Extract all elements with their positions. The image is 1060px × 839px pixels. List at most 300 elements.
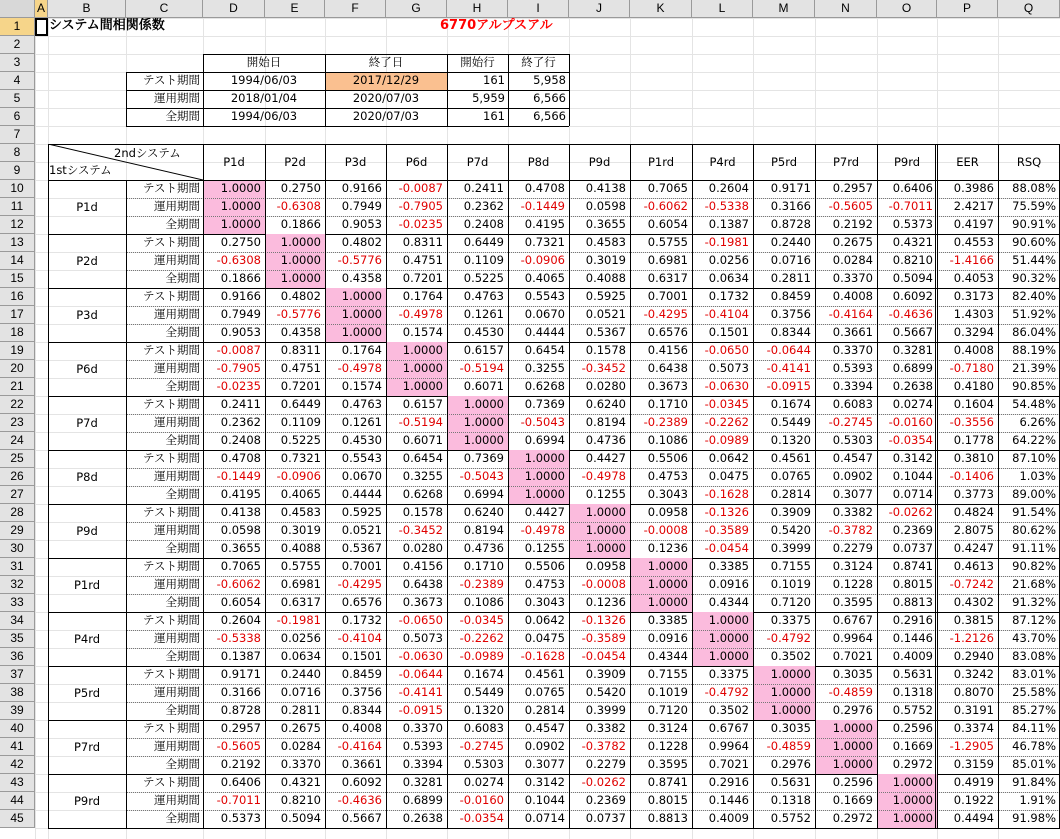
correlation-cell[interactable]: 0.0634 xyxy=(708,271,749,285)
correlation-cell[interactable]: 0.5631 xyxy=(892,667,933,681)
row-header-27[interactable]: 27 xyxy=(0,486,35,504)
correlation-cell[interactable]: 0.4530 xyxy=(463,325,504,339)
correlation-cell[interactable]: 0.2957 xyxy=(220,721,261,735)
correlation-cell[interactable]: 1.0000 xyxy=(815,720,877,738)
correlation-cell[interactable]: 0.6454 xyxy=(524,343,565,357)
column-header-K[interactable]: K xyxy=(630,0,692,18)
correlation-cell[interactable]: 0.2814 xyxy=(524,703,565,717)
correlation-cell[interactable]: -0.4141 xyxy=(398,685,443,699)
row-header-25[interactable]: 25 xyxy=(0,450,35,468)
correlation-cell[interactable]: 0.6767 xyxy=(708,721,749,735)
correlation-cell[interactable]: 0.5925 xyxy=(585,289,626,303)
correlation-cell[interactable]: 0.3043 xyxy=(647,487,688,501)
row-header-40[interactable]: 40 xyxy=(0,720,35,738)
correlation-cell[interactable]: 0.3382 xyxy=(585,721,626,735)
row-header-20[interactable]: 20 xyxy=(0,360,35,378)
correlation-cell[interactable]: 0.0958 xyxy=(647,505,688,519)
column-header-M[interactable]: M xyxy=(753,0,815,18)
correlation-cell[interactable]: 0.3124 xyxy=(647,721,688,735)
column-header-P[interactable]: P xyxy=(937,0,998,18)
correlation-cell[interactable]: 0.0958 xyxy=(585,559,626,573)
correlation-cell[interactable]: 0.3655 xyxy=(585,217,626,231)
correlation-cell[interactable]: 0.5667 xyxy=(341,811,382,825)
correlation-cell[interactable]: 0.7120 xyxy=(770,595,811,609)
correlation-cell[interactable]: 0.2972 xyxy=(892,757,933,771)
eer-cell[interactable]: -1.2126 xyxy=(949,631,994,645)
correlation-cell[interactable]: -0.4104 xyxy=(337,631,382,645)
correlation-cell[interactable]: -0.5043 xyxy=(459,469,504,483)
rsq-cell[interactable]: 46.78% xyxy=(1012,739,1056,753)
correlation-cell[interactable]: 0.1764 xyxy=(402,289,443,303)
correlation-cell[interactable]: 0.7321 xyxy=(524,235,565,249)
correlation-cell[interactable]: 0.1710 xyxy=(647,397,688,411)
correlation-cell[interactable]: 0.3255 xyxy=(524,361,565,375)
row-header-43[interactable]: 43 xyxy=(0,774,35,792)
correlation-cell[interactable]: 0.0274 xyxy=(463,775,504,789)
row-header-1[interactable]: 1 xyxy=(0,18,35,36)
correlation-cell[interactable]: 0.2440 xyxy=(770,235,811,249)
correlation-cell[interactable]: 1.0000 xyxy=(265,252,325,270)
correlation-cell[interactable]: -0.5776 xyxy=(337,253,382,267)
correlation-cell[interactable]: 0.1446 xyxy=(892,631,933,645)
correlation-cell[interactable]: -0.3782 xyxy=(581,739,626,753)
correlation-cell[interactable]: 0.0716 xyxy=(770,253,811,267)
correlation-cell[interactable]: 0.4708 xyxy=(220,451,261,465)
correlation-cell[interactable]: 0.5225 xyxy=(280,433,321,447)
correlation-cell[interactable]: 0.1446 xyxy=(708,793,749,807)
correlation-cell[interactable]: 1.0000 xyxy=(815,756,877,774)
correlation-cell[interactable]: 0.1387 xyxy=(708,217,749,231)
correlation-cell[interactable]: 0.6317 xyxy=(647,271,688,285)
correlation-cell[interactable]: 1.0000 xyxy=(508,450,569,468)
active-cell-A1[interactable] xyxy=(35,18,48,36)
correlation-cell[interactable]: 0.2675 xyxy=(280,721,321,735)
row-header-28[interactable]: 28 xyxy=(0,504,35,522)
correlation-cell[interactable]: 0.8194 xyxy=(463,523,504,537)
correlation-cell[interactable]: 0.8210 xyxy=(280,793,321,807)
correlation-cell[interactable]: -0.4164 xyxy=(337,739,382,753)
row-header-9[interactable]: 9 xyxy=(0,162,35,180)
correlation-cell[interactable]: 0.8311 xyxy=(280,343,321,357)
rsq-cell[interactable]: 88.08% xyxy=(1012,181,1056,195)
rsq-cell[interactable]: 25.58% xyxy=(1012,685,1056,699)
correlation-cell[interactable]: -0.5776 xyxy=(276,307,321,321)
correlation-cell[interactable]: 0.1866 xyxy=(220,271,261,285)
correlation-cell[interactable]: -0.0454 xyxy=(704,541,749,555)
correlation-cell[interactable]: 0.0902 xyxy=(524,739,565,753)
correlation-cell[interactable]: -0.0160 xyxy=(888,415,933,429)
correlation-cell[interactable]: 0.0280 xyxy=(402,541,443,555)
correlation-cell[interactable]: 0.0716 xyxy=(280,685,321,699)
row-header-41[interactable]: 41 xyxy=(0,738,35,756)
correlation-cell[interactable]: 0.4321 xyxy=(892,235,933,249)
correlation-cell[interactable]: 0.5367 xyxy=(585,325,626,339)
period-start[interactable]: 1994/06/03 xyxy=(230,109,298,123)
correlation-cell[interactable]: 0.0916 xyxy=(708,577,749,591)
row-header-21[interactable]: 21 xyxy=(0,378,35,396)
correlation-cell[interactable]: -0.1981 xyxy=(276,613,321,627)
rsq-cell[interactable]: 83.01% xyxy=(1012,667,1056,681)
rsq-cell[interactable]: 91.11% xyxy=(1012,541,1056,555)
correlation-cell[interactable]: 0.2814 xyxy=(770,487,811,501)
correlation-cell[interactable]: -0.0354 xyxy=(459,811,504,825)
eer-cell[interactable]: 0.1604 xyxy=(953,397,994,411)
correlation-cell[interactable]: 0.1764 xyxy=(341,343,382,357)
row-header-15[interactable]: 15 xyxy=(0,270,35,288)
correlation-cell[interactable]: 0.7021 xyxy=(708,757,749,771)
correlation-cell[interactable]: 1.0000 xyxy=(386,360,447,378)
correlation-cell[interactable]: 0.6576 xyxy=(647,325,688,339)
correlation-cell[interactable]: -0.3589 xyxy=(581,631,626,645)
correlation-cell[interactable]: 0.6317 xyxy=(280,595,321,609)
period-end-row[interactable]: 5,958 xyxy=(533,73,566,87)
period-end[interactable]: 2017/12/29 xyxy=(325,72,447,90)
eer-cell[interactable]: 1.4303 xyxy=(953,307,994,321)
row-header-14[interactable]: 14 xyxy=(0,252,35,270)
column-header-I[interactable]: I xyxy=(508,0,569,18)
correlation-cell[interactable]: -0.0906 xyxy=(276,469,321,483)
row-header-31[interactable]: 31 xyxy=(0,558,35,576)
correlation-cell[interactable]: 0.3035 xyxy=(770,721,811,735)
correlation-cell[interactable]: -0.0915 xyxy=(766,379,811,393)
eer-cell[interactable]: 0.4613 xyxy=(953,559,994,573)
correlation-cell[interactable]: -0.0630 xyxy=(704,379,749,393)
rsq-cell[interactable]: 90.32% xyxy=(1012,271,1056,285)
correlation-cell[interactable]: 0.9171 xyxy=(770,181,811,195)
correlation-cell[interactable]: 0.9964 xyxy=(708,739,749,753)
correlation-cell[interactable]: 0.6092 xyxy=(341,775,382,789)
correlation-cell[interactable]: 0.1732 xyxy=(341,613,382,627)
correlation-cell[interactable]: -0.4141 xyxy=(766,361,811,375)
correlation-cell[interactable]: 0.3166 xyxy=(770,199,811,213)
period-end[interactable]: 2020/07/03 xyxy=(352,91,420,105)
correlation-cell[interactable]: 0.0256 xyxy=(708,253,749,267)
correlation-cell[interactable]: 0.8311 xyxy=(402,235,443,249)
correlation-cell[interactable]: 0.6406 xyxy=(220,775,261,789)
correlation-cell[interactable]: 0.1674 xyxy=(463,667,504,681)
correlation-cell[interactable]: -0.0454 xyxy=(581,649,626,663)
correlation-cell[interactable]: 0.3661 xyxy=(341,757,382,771)
correlation-cell[interactable]: 0.3043 xyxy=(524,595,565,609)
correlation-cell[interactable]: -0.0915 xyxy=(398,703,443,717)
rsq-cell[interactable]: 85.27% xyxy=(1012,703,1056,717)
correlation-cell[interactable]: -0.2745 xyxy=(459,739,504,753)
eer-cell[interactable]: 0.8070 xyxy=(953,685,994,699)
correlation-cell[interactable]: 0.8459 xyxy=(770,289,811,303)
correlation-cell[interactable]: -0.4978 xyxy=(337,361,382,375)
correlation-cell[interactable]: -0.1326 xyxy=(581,613,626,627)
correlation-cell[interactable]: 0.5073 xyxy=(402,631,443,645)
correlation-cell[interactable]: -0.0345 xyxy=(704,397,749,411)
row-header-4[interactable]: 4 xyxy=(0,72,35,90)
correlation-cell[interactable]: 0.2279 xyxy=(832,541,873,555)
correlation-cell[interactable]: 1.0000 xyxy=(877,810,937,828)
correlation-cell[interactable]: 0.7065 xyxy=(647,181,688,195)
rsq-cell[interactable]: 88.19% xyxy=(1012,343,1056,357)
correlation-cell[interactable]: -0.4978 xyxy=(520,523,565,537)
rsq-cell[interactable]: 51.92% xyxy=(1012,307,1056,321)
correlation-cell[interactable]: 0.0521 xyxy=(585,307,626,321)
eer-cell[interactable]: 0.3191 xyxy=(953,703,994,717)
column-header-J[interactable]: J xyxy=(569,0,630,18)
correlation-cell[interactable]: 0.1674 xyxy=(770,397,811,411)
rsq-cell[interactable]: 1.91% xyxy=(1019,793,1056,807)
correlation-cell[interactable]: 0.5506 xyxy=(524,559,565,573)
correlation-cell[interactable]: 0.5667 xyxy=(892,325,933,339)
row-header-26[interactable]: 26 xyxy=(0,468,35,486)
correlation-cell[interactable]: 0.8728 xyxy=(220,703,261,717)
correlation-cell[interactable]: 0.5367 xyxy=(341,541,382,555)
correlation-cell[interactable]: -0.2389 xyxy=(459,577,504,591)
correlation-cell[interactable]: 0.6054 xyxy=(647,217,688,231)
correlation-cell[interactable]: 0.2976 xyxy=(832,703,873,717)
correlation-cell[interactable]: 0.6054 xyxy=(220,595,261,609)
eer-cell[interactable]: 0.4053 xyxy=(953,271,994,285)
correlation-cell[interactable]: 0.0737 xyxy=(585,811,626,825)
eer-cell[interactable]: 0.2940 xyxy=(953,649,994,663)
eer-cell[interactable]: 0.4247 xyxy=(953,541,994,555)
correlation-cell[interactable]: 0.5543 xyxy=(341,451,382,465)
correlation-cell[interactable]: 0.2811 xyxy=(280,703,321,717)
correlation-cell[interactable]: 0.5393 xyxy=(832,361,873,375)
column-header-L[interactable]: L xyxy=(692,0,753,18)
correlation-cell[interactable]: 0.4427 xyxy=(524,505,565,519)
correlation-cell[interactable]: 0.0598 xyxy=(585,199,626,213)
correlation-cell[interactable]: 1.0000 xyxy=(569,522,630,540)
correlation-cell[interactable]: 0.4088 xyxy=(585,271,626,285)
rsq-cell[interactable]: 21.68% xyxy=(1012,577,1056,591)
correlation-cell[interactable]: 0.0284 xyxy=(280,739,321,753)
correlation-cell[interactable]: 0.4547 xyxy=(524,721,565,735)
correlation-cell[interactable]: 1.0000 xyxy=(753,666,815,684)
rsq-cell[interactable]: 43.70% xyxy=(1012,631,1056,645)
correlation-cell[interactable]: 0.2369 xyxy=(892,523,933,537)
correlation-cell[interactable]: 0.2916 xyxy=(892,613,933,627)
correlation-cell[interactable]: 0.3142 xyxy=(892,451,933,465)
correlation-cell[interactable]: 0.1228 xyxy=(647,739,688,753)
correlation-cell[interactable]: 0.6083 xyxy=(832,397,873,411)
correlation-cell[interactable]: -0.7905 xyxy=(216,361,261,375)
correlation-cell[interactable]: 0.2411 xyxy=(220,397,261,411)
correlation-cell[interactable]: 1.0000 xyxy=(630,558,692,576)
correlation-cell[interactable]: -0.0087 xyxy=(216,343,261,357)
correlation-cell[interactable]: 0.6981 xyxy=(280,577,321,591)
column-header-B[interactable]: B xyxy=(48,0,126,18)
correlation-cell[interactable]: 0.1109 xyxy=(280,415,321,429)
correlation-cell[interactable]: -0.0235 xyxy=(398,217,443,231)
correlation-cell[interactable]: 1.0000 xyxy=(630,576,692,594)
correlation-cell[interactable]: 0.1574 xyxy=(402,325,443,339)
correlation-cell[interactable]: -0.6308 xyxy=(216,253,261,267)
correlation-cell[interactable]: 0.3999 xyxy=(585,703,626,717)
correlation-cell[interactable]: 0.5225 xyxy=(463,271,504,285)
row-header-2[interactable]: 2 xyxy=(0,36,35,54)
correlation-cell[interactable]: 0.7155 xyxy=(647,667,688,681)
correlation-cell[interactable]: -0.3589 xyxy=(704,523,749,537)
eer-cell[interactable]: 0.3773 xyxy=(953,487,994,501)
correlation-cell[interactable]: 0.4427 xyxy=(585,451,626,465)
row-header-10[interactable]: 10 xyxy=(0,180,35,198)
correlation-cell[interactable]: -0.4859 xyxy=(766,739,811,753)
correlation-cell[interactable]: 0.9964 xyxy=(832,631,873,645)
period-end-row[interactable]: 6,566 xyxy=(533,109,566,123)
correlation-cell[interactable]: 0.3166 xyxy=(220,685,261,699)
correlation-cell[interactable]: -0.1628 xyxy=(520,649,565,663)
correlation-cell[interactable]: 1.0000 xyxy=(203,198,265,216)
correlation-cell[interactable]: 0.7201 xyxy=(280,379,321,393)
row-header-13[interactable]: 13 xyxy=(0,234,35,252)
correlation-cell[interactable]: 0.4753 xyxy=(524,577,565,591)
correlation-cell[interactable]: 0.3370 xyxy=(832,271,873,285)
correlation-cell[interactable]: 0.3385 xyxy=(708,559,749,573)
correlation-cell[interactable]: 0.6240 xyxy=(585,397,626,411)
correlation-cell[interactable]: 0.0670 xyxy=(524,307,565,321)
eer-cell[interactable]: -0.7180 xyxy=(949,361,994,375)
correlation-cell[interactable]: 0.6576 xyxy=(341,595,382,609)
correlation-cell[interactable]: 0.4065 xyxy=(524,271,565,285)
correlation-cell[interactable]: 0.7155 xyxy=(770,559,811,573)
correlation-cell[interactable]: 1.0000 xyxy=(692,630,753,648)
correlation-cell[interactable]: -0.0354 xyxy=(888,433,933,447)
rsq-cell[interactable]: 91.54% xyxy=(1012,505,1056,519)
correlation-cell[interactable]: -0.1326 xyxy=(704,505,749,519)
correlation-cell[interactable]: 0.3756 xyxy=(770,307,811,321)
correlation-cell[interactable]: 0.3281 xyxy=(892,343,933,357)
correlation-cell[interactable]: -0.0650 xyxy=(704,343,749,357)
correlation-cell[interactable]: 0.3255 xyxy=(402,469,443,483)
rsq-cell[interactable]: 91.98% xyxy=(1012,811,1056,825)
eer-cell[interactable]: 0.3242 xyxy=(953,667,994,681)
correlation-cell[interactable]: 0.6981 xyxy=(647,253,688,267)
correlation-cell[interactable]: 0.9053 xyxy=(341,217,382,231)
correlation-cell[interactable]: 0.2369 xyxy=(585,793,626,807)
correlation-cell[interactable]: 0.1228 xyxy=(832,577,873,591)
correlation-cell[interactable]: 0.4753 xyxy=(647,469,688,483)
correlation-cell[interactable]: -0.4295 xyxy=(643,307,688,321)
row-header-24[interactable]: 24 xyxy=(0,432,35,450)
correlation-cell[interactable]: -0.4636 xyxy=(888,307,933,321)
period-start-row[interactable]: 161 xyxy=(483,109,505,123)
period-end-row[interactable]: 6,566 xyxy=(533,91,566,105)
correlation-cell[interactable]: -0.5605 xyxy=(828,199,873,213)
rsq-cell[interactable]: 90.85% xyxy=(1012,379,1056,393)
correlation-cell[interactable]: 0.0642 xyxy=(524,613,565,627)
correlation-cell[interactable]: 1.0000 xyxy=(265,270,325,288)
correlation-cell[interactable]: 0.3142 xyxy=(524,775,565,789)
correlation-cell[interactable]: 1.0000 xyxy=(508,468,569,486)
correlation-cell[interactable]: -0.6062 xyxy=(643,199,688,213)
eer-cell[interactable]: 0.4919 xyxy=(953,775,994,789)
row-header-30[interactable]: 30 xyxy=(0,540,35,558)
correlation-cell[interactable]: 0.3661 xyxy=(832,325,873,339)
correlation-cell[interactable]: 0.1318 xyxy=(770,793,811,807)
correlation-cell[interactable]: 1.0000 xyxy=(815,738,877,756)
rsq-cell[interactable]: 75.59% xyxy=(1012,199,1056,213)
correlation-cell[interactable]: -0.3452 xyxy=(581,361,626,375)
correlation-cell[interactable]: 0.6454 xyxy=(402,451,443,465)
correlation-cell[interactable]: 0.8015 xyxy=(892,577,933,591)
correlation-cell[interactable]: 0.3019 xyxy=(585,253,626,267)
row-header-29[interactable]: 29 xyxy=(0,522,35,540)
correlation-cell[interactable]: 0.1501 xyxy=(708,325,749,339)
correlation-cell[interactable]: 0.4009 xyxy=(708,811,749,825)
correlation-cell[interactable]: -0.3452 xyxy=(398,523,443,537)
row-header-44[interactable]: 44 xyxy=(0,792,35,810)
correlation-cell[interactable]: 1.0000 xyxy=(877,774,937,792)
correlation-cell[interactable]: -0.0235 xyxy=(216,379,261,393)
rsq-cell[interactable]: 91.32% xyxy=(1012,595,1056,609)
correlation-cell[interactable]: 0.1387 xyxy=(220,649,261,663)
correlation-cell[interactable]: 1.0000 xyxy=(569,504,630,522)
correlation-cell[interactable]: -0.4295 xyxy=(337,577,382,591)
column-header-D[interactable]: D xyxy=(203,0,265,18)
correlation-cell[interactable]: 0.6268 xyxy=(402,487,443,501)
correlation-cell[interactable]: 0.7369 xyxy=(463,451,504,465)
correlation-cell[interactable]: 0.1732 xyxy=(708,289,749,303)
correlation-cell[interactable]: 0.2638 xyxy=(402,811,443,825)
correlation-cell[interactable]: 0.1261 xyxy=(463,307,504,321)
column-header-Q[interactable]: Q xyxy=(998,0,1060,18)
row-header-39[interactable]: 39 xyxy=(0,702,35,720)
correlation-cell[interactable]: 0.2408 xyxy=(463,217,504,231)
correlation-cell[interactable]: 0.4138 xyxy=(585,181,626,195)
correlation-cell[interactable]: 1.0000 xyxy=(325,306,386,324)
rsq-cell[interactable]: 54.48% xyxy=(1012,397,1056,411)
correlation-cell[interactable]: 0.4736 xyxy=(585,433,626,447)
correlation-cell[interactable]: 0.6157 xyxy=(402,397,443,411)
rsq-cell[interactable]: 82.40% xyxy=(1012,289,1056,303)
correlation-cell[interactable]: 0.8015 xyxy=(647,793,688,807)
row-header-3[interactable]: 3 xyxy=(0,54,35,72)
correlation-cell[interactable]: 0.0256 xyxy=(280,631,321,645)
correlation-cell[interactable]: 1.0000 xyxy=(386,342,447,360)
correlation-cell[interactable]: 0.6406 xyxy=(892,181,933,195)
correlation-cell[interactable]: -0.4104 xyxy=(704,307,749,321)
eer-cell[interactable]: 0.3810 xyxy=(953,451,994,465)
correlation-cell[interactable]: 0.1086 xyxy=(647,433,688,447)
correlation-cell[interactable]: 1.0000 xyxy=(447,432,508,450)
eer-cell[interactable]: 0.3815 xyxy=(953,613,994,627)
correlation-cell[interactable]: 0.0714 xyxy=(524,811,565,825)
correlation-cell[interactable]: 0.1318 xyxy=(892,685,933,699)
correlation-cell[interactable]: 0.6268 xyxy=(524,379,565,393)
correlation-cell[interactable]: 0.1109 xyxy=(463,253,504,267)
correlation-cell[interactable]: 0.1236 xyxy=(585,595,626,609)
correlation-cell[interactable]: -0.2262 xyxy=(704,415,749,429)
correlation-cell[interactable]: -0.0630 xyxy=(398,649,443,663)
eer-cell[interactable]: 0.4553 xyxy=(953,235,994,249)
row-header-42[interactable]: 42 xyxy=(0,756,35,774)
correlation-cell[interactable]: 0.4065 xyxy=(280,487,321,501)
correlation-cell[interactable]: 0.6449 xyxy=(463,235,504,249)
correlation-cell[interactable]: 0.2675 xyxy=(832,235,873,249)
correlation-cell[interactable]: 0.6994 xyxy=(463,487,504,501)
correlation-cell[interactable]: 0.4561 xyxy=(770,451,811,465)
correlation-cell[interactable]: 0.4444 xyxy=(524,325,565,339)
correlation-cell[interactable]: 0.3394 xyxy=(402,757,443,771)
correlation-cell[interactable]: 0.4358 xyxy=(341,271,382,285)
correlation-cell[interactable]: 0.2192 xyxy=(832,217,873,231)
correlation-cell[interactable]: 0.3370 xyxy=(402,721,443,735)
eer-cell[interactable]: 0.4197 xyxy=(953,217,994,231)
correlation-cell[interactable]: 0.6994 xyxy=(524,433,565,447)
row-header-34[interactable]: 34 xyxy=(0,612,35,630)
correlation-cell[interactable]: -0.0087 xyxy=(398,181,443,195)
correlation-cell[interactable]: 0.3385 xyxy=(647,613,688,627)
correlation-cell[interactable]: 0.3502 xyxy=(708,703,749,717)
row-header-8[interactable]: 8 xyxy=(0,144,35,162)
correlation-cell[interactable]: -0.1449 xyxy=(520,199,565,213)
